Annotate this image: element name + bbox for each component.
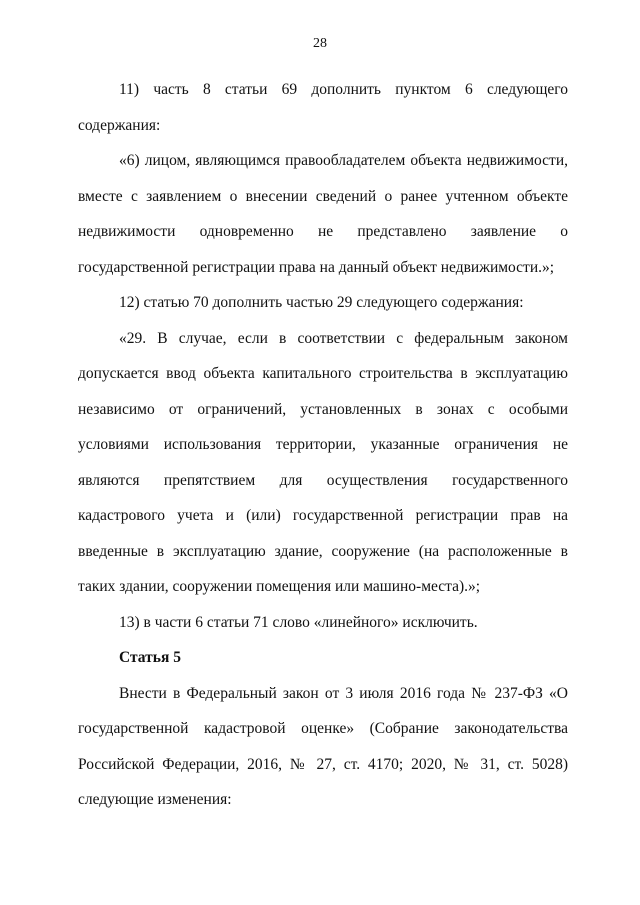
article-heading: Статья 5 — [119, 649, 181, 666]
paragraph-item-11: 11) часть 8 статьи 69 дополнить пунктом 6 следующего содержания: — [78, 81, 568, 134]
page-number: 28 — [313, 36, 327, 51]
paragraph-quote-29: «29. В случае, если в соответствии с федеральным законом допускается ввод объекта капитального строительства в эксплуатацию независимо от ограничений, установленных в зонах с особыми условиями использования территории, указанные ограничения не являются препятствием для осуществления государственного кадастрового учета и (или) государственной регистрации прав на введенные в эксплуатацию здание, сооружение (на расположенные в таких здании, сооружении помещения или машино-места).»; — [78, 329, 568, 595]
paragraph-item-12: 12) статью 70 дополнить частью 29 следующего содержания: — [119, 294, 524, 311]
document-body — [78, 72, 568, 818]
paragraph-quote-6: «6) лицом, являющимся правообладателем объекта недвижимости, вместе с заявлением о внесении сведений о ранее учтенном объекте недвижимости одновременно не представлено заявление о государственной регистрации права на данный объект недвижимости.»; — [78, 152, 568, 276]
paragraph-item-13: 13) в части 6 статьи 71 слово «линейного» исключить. — [119, 613, 478, 631]
article-body: Внести в Федеральный закон от 3 июля 2016 года № 237-ФЗ «О государственной кадастровой оценке» (Собрание законодательства Российской Федерации, 2016, № 27, ст. 4170; 2020, № 31, ст. 5028) следующие изменения: — [78, 684, 568, 808]
